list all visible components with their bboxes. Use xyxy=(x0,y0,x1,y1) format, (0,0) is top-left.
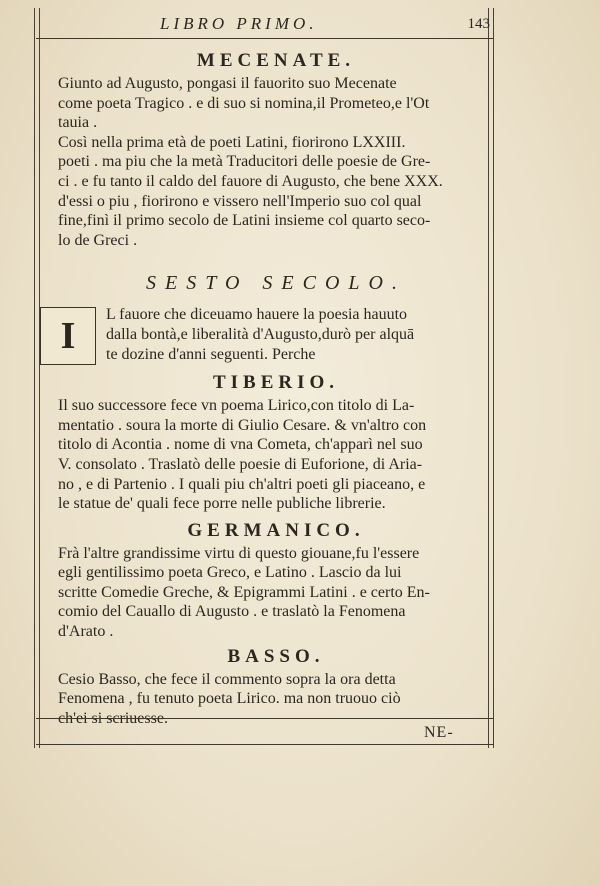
text-line: fine,finì il primo secolo de Latini insieme col quarto seco- xyxy=(58,212,431,230)
text-line: lo de Greci . xyxy=(58,231,138,249)
page-header xyxy=(40,10,490,36)
heading-mecenate: MECENATE. xyxy=(196,50,356,71)
decorated-initial: I xyxy=(40,307,96,365)
heading-germanico: GERMANICO. xyxy=(187,519,365,541)
para-tiberio xyxy=(58,396,494,514)
heading-basso: BASSO. xyxy=(227,645,325,667)
heading-tiberio: TIBERIO. xyxy=(212,372,340,394)
text-line: Fenomena , fu tenuto poeta Lirico. ma non truouo ciò xyxy=(58,690,401,708)
text-line: comio del Cauallo di Augusto . e traslatò la Fenomena xyxy=(58,603,406,621)
text-line: dalla bontà,e liberalità d'Augusto,durò per alquā xyxy=(106,325,415,343)
text-line: Il suo successore fece vn poema Lirico,con titolo di La- xyxy=(58,397,415,415)
running-title: LIBRO PRIMO. xyxy=(160,14,318,33)
bottom-rule xyxy=(36,744,494,745)
text-line: Così nella prima età de poeti Latini, fiorirono LXXIII. xyxy=(58,133,406,151)
text-line: Frà l'altre grandissime virtu di questo giouane,fu l'essere xyxy=(58,544,420,562)
footer-rule xyxy=(36,718,494,719)
para-mecenate xyxy=(58,74,494,250)
text-line: come poeta Tragico . e di suo si nomina,il Prometeo,e l'Ot xyxy=(58,94,430,112)
text-line: ch'ei si scriuesse. xyxy=(58,709,168,727)
text-line: poeti . ma piu che la metà Traducitori delle poesie de Gre- xyxy=(58,153,431,171)
text-line: ci . e fu tanto il caldo del fauore di Augusto, che bene XXX. xyxy=(58,172,443,190)
catchword: NE- xyxy=(424,724,454,741)
page-body xyxy=(58,48,494,728)
para-germanico xyxy=(58,544,494,642)
text-line: d'Arato . xyxy=(58,623,114,641)
text-line: le statue de' quali fece porre nelle publiche librerie. xyxy=(58,495,386,513)
para-sesto-text xyxy=(106,305,494,364)
text-line: Giunto ad Augusto, pongasi il fauorito suo Mecenate xyxy=(58,75,397,92)
page-number: 143 xyxy=(467,16,490,32)
text-line: tauia . xyxy=(58,114,98,132)
left-border-rule xyxy=(34,8,40,748)
text-line: L fauore che diceuamo hauere la poesia hauuto xyxy=(106,306,408,324)
text-line: te dozine d'anni seguenti. Perche xyxy=(106,345,316,363)
section-title-sesto-secolo: SESTO SECOLO. xyxy=(146,272,406,295)
text-line: d'essi o piu , fiorirono e vissero nell'Imperio suo col qual xyxy=(58,192,422,210)
text-line: egli gentilissimo poeta Greco, e Latino . Lascio da lui xyxy=(58,564,402,582)
text-line: no , e di Partenio . I quali piu ch'altri poeti gli piaceano, e xyxy=(58,475,426,493)
para-sesto xyxy=(58,305,494,364)
text-line: V. consolato . Traslatò delle poesie di Euforione, di Aria- xyxy=(58,455,423,473)
text-line: titolo di Acontia . nome di vna Cometa, ch'apparì nel suo xyxy=(58,436,423,454)
text-line: scritte Comedie Greche, & Epigrammi Latini . e certo En- xyxy=(58,583,430,601)
para-basso xyxy=(58,670,494,729)
header-rule xyxy=(36,38,494,39)
text-line: mentatio . soura la morte di Giulio Cesare. & vn'altro con xyxy=(58,416,427,434)
text-line: Cesio Basso, che fece il commento sopra la ora detta xyxy=(58,670,396,688)
